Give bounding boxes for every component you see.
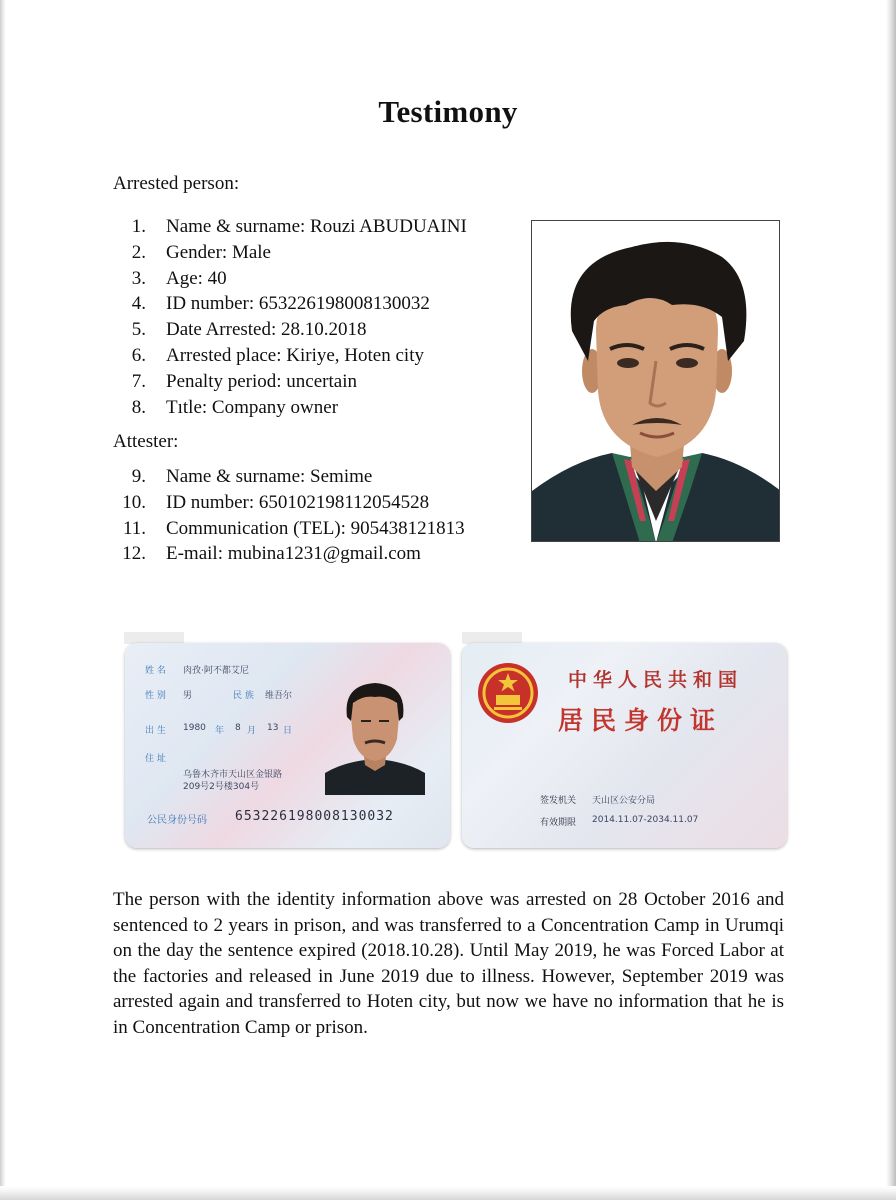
portrait-illustration: [532, 221, 780, 542]
card-title: 居民身份证: [558, 706, 724, 735]
list-item-text: E-mail: mubina1231@gmail.com: [166, 543, 421, 565]
list-item-number: 8.: [131, 396, 146, 418]
portrait-photo: [531, 220, 780, 542]
list-item-text: Name & surname: Semime: [166, 466, 373, 487]
list-item-text: Arrested place: Kiriye, Hoten city: [166, 344, 424, 366]
list-item-text: Tıtle: Company owner: [166, 396, 339, 418]
arrested-section-label: Arrested person:: [113, 173, 240, 194]
list-item-text: ID number: 653226198008130032: [166, 293, 430, 315]
list-item-text: Penalty period: uncertain: [166, 370, 357, 392]
list-item: [113, 214, 467, 240]
card-id-label: 公民身份号码: [147, 815, 207, 826]
card-authority-label: 签发机关: [540, 796, 577, 806]
list-item-number: 3.: [131, 267, 146, 289]
card-address-label: 住 址: [145, 754, 166, 764]
card-authority-value: 天山区公安分局: [592, 796, 656, 806]
list-item: [113, 240, 467, 266]
list-item-text: ID number: 650102198112054528: [166, 491, 430, 513]
list-item: [113, 395, 467, 421]
list-item: [113, 541, 465, 567]
list-item: [113, 464, 465, 490]
list-item-text: Name & surname: Rouzi ABUDUAINI: [166, 216, 467, 237]
card-sex-value: 男: [183, 691, 193, 701]
page-title: Testimony: [378, 94, 518, 129]
list-item-text: Gender: Male: [166, 241, 271, 263]
list-item-number: 2.: [131, 241, 146, 263]
list-item-number: 7.: [131, 370, 146, 392]
list-item-text: Communication (TEL): 905438121813: [166, 517, 465, 539]
card-id-number: 653226198008130032: [235, 809, 394, 824]
card-portrait: [325, 677, 425, 795]
attester-section-label: Attester:: [113, 431, 179, 452]
card-validity-value: 2014.11.07-2034.11.07: [592, 815, 699, 825]
list-item: [113, 516, 465, 542]
list-item: [113, 369, 467, 395]
list-item: [113, 266, 467, 292]
list-item-number: 1.: [131, 216, 146, 237]
card-ethnicity-label: 民 族: [233, 691, 254, 701]
page-edge-right: [886, 0, 896, 1200]
card-validity-label: 有效期限: [540, 818, 577, 828]
testimony-body: The person with the identity information above was arrested on 28 October 2016 and sentenced to 2 years in prison, and was transferred to a Concentration Camp in Urumqi on the day the sentence expired (2018.10.28). Until May 2019, he was Forced Labor at the factories and released in June 2019 due to illness. However, September 2019 was arrested again and transferred to Hoten city, but now we have no information that he is in Concentration Camp or prison.: [113, 889, 784, 1038]
card-sex-label: 性 别: [145, 691, 166, 701]
list-item-text: Age: 40: [166, 267, 227, 289]
list-item-number: 5.: [131, 319, 146, 341]
list-item: [113, 291, 467, 317]
arrested-person-list: [113, 214, 467, 420]
card-name-value: 肉孜·阿不都艾尼: [183, 666, 249, 676]
list-item-number: 12.: [122, 543, 146, 565]
card-birth-year: 1980: [183, 723, 206, 733]
card-address-line2: 209号2号楼304号: [183, 782, 260, 792]
id-card-front: [125, 643, 450, 848]
card-birth-month: 8: [235, 723, 241, 733]
list-item-text: Date Arrested: 28.10.2018: [166, 319, 367, 341]
card-birth-year-unit: 年: [215, 726, 225, 736]
card-birth-day-unit: 日: [283, 726, 293, 736]
card-birth-label: 出 生: [145, 726, 166, 736]
national-emblem-icon: [476, 661, 540, 725]
list-item-number: 10.: [122, 491, 146, 513]
card-birth-day: 13: [267, 723, 279, 733]
list-item: [113, 343, 467, 369]
list-item: [113, 490, 465, 516]
card-birth-month-unit: 月: [247, 726, 257, 736]
page-edge-bottom: [0, 1186, 896, 1200]
card-country: 中华人民共和国: [568, 669, 744, 691]
id-card-back: [462, 643, 787, 848]
page-edge-left: [0, 0, 6, 1200]
card-ethnicity-value: 维吾尔: [265, 691, 293, 701]
card-portrait-illustration: [325, 677, 425, 795]
list-item-number: 11.: [122, 517, 146, 539]
card-name-label: 姓 名: [145, 666, 166, 676]
list-item: [113, 317, 467, 343]
list-item-number: 4.: [131, 293, 146, 315]
list-item-number: 6.: [131, 344, 146, 366]
attester-list: [113, 464, 465, 567]
card-address-line1: 乌鲁木齐市天山区金银路: [183, 770, 283, 780]
list-item-number: 9.: [131, 466, 146, 487]
